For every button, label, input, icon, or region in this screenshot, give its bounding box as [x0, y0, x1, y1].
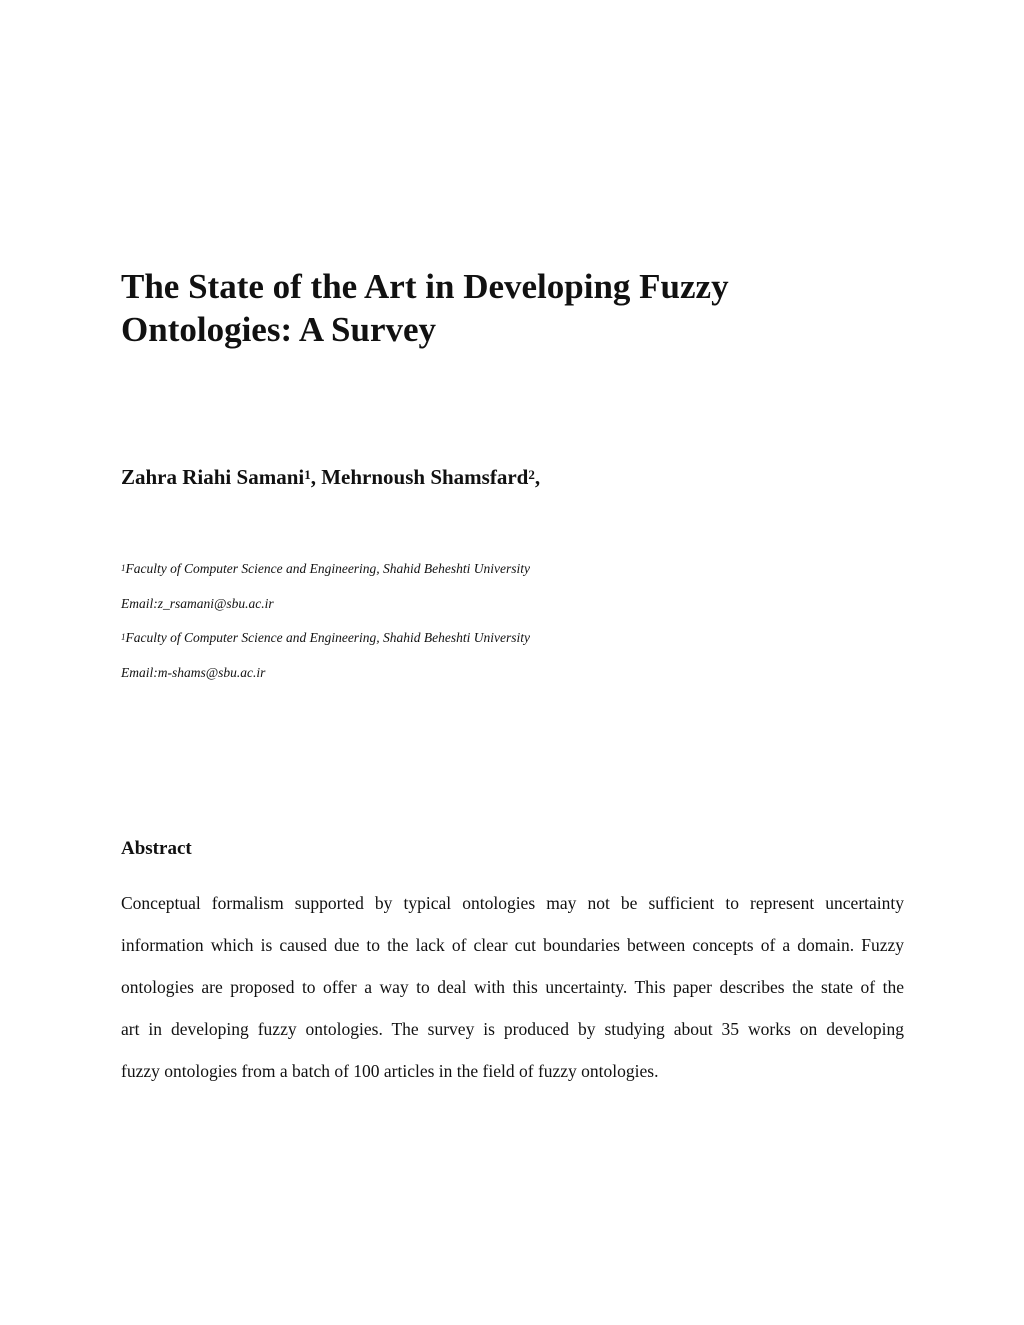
email-text: Email:m-shams@sbu.ac.ir: [121, 665, 266, 680]
author-separator: ,: [310, 465, 322, 489]
author-affiliation-marker: 2: [528, 467, 535, 482]
affiliation-marker: 1: [121, 563, 126, 573]
author-list: [121, 462, 540, 492]
email-text: Email:z_rsamani@sbu.ac.ir: [121, 596, 274, 611]
author-name: Zahra Riahi Samani: [121, 465, 305, 489]
author-separator: ,: [534, 465, 541, 489]
paper-title: [121, 265, 881, 351]
email-line: [121, 595, 274, 613]
affiliation-text: Faculty of Computer Science and Engineering, Shahid Beheshti University: [125, 630, 531, 645]
affiliation-line: [121, 560, 530, 578]
abstract-line: fuzzy ontologies from a batch of 100 articles in the field of fuzzy ontologies.: [121, 1061, 659, 1081]
email-line: [121, 664, 265, 682]
author-affiliation-marker: 1: [304, 467, 311, 482]
affiliation-marker: 1: [121, 632, 126, 642]
abstract-line: Conceptual formalism supported by typical ontologies may not be sufficient to represent uncertainty: [121, 893, 904, 913]
abstract-heading: Abstract: [121, 838, 192, 859]
abstract-line: ontologies are proposed to offer a way to deal with this uncertainty. This paper describes the state of the: [121, 977, 904, 997]
affiliation-text: Faculty of Computer Science and Engineering, Shahid Beheshti University: [125, 561, 531, 576]
abstract-line: information which is caused due to the lack of clear cut boundaries between concepts of a domain. Fuzzy: [121, 935, 904, 955]
title-line: The State of the Art in Developing Fuzzy: [121, 267, 729, 306]
author-name: Mehrnoush Shamsfard: [321, 465, 529, 489]
abstract-body: [121, 888, 904, 1098]
affiliation-line: [121, 629, 530, 647]
title-line: Ontologies: A Survey: [121, 310, 437, 349]
abstract-line: art in developing fuzzy ontologies. The survey is produced by studying about 35 works on developing: [121, 1019, 904, 1039]
